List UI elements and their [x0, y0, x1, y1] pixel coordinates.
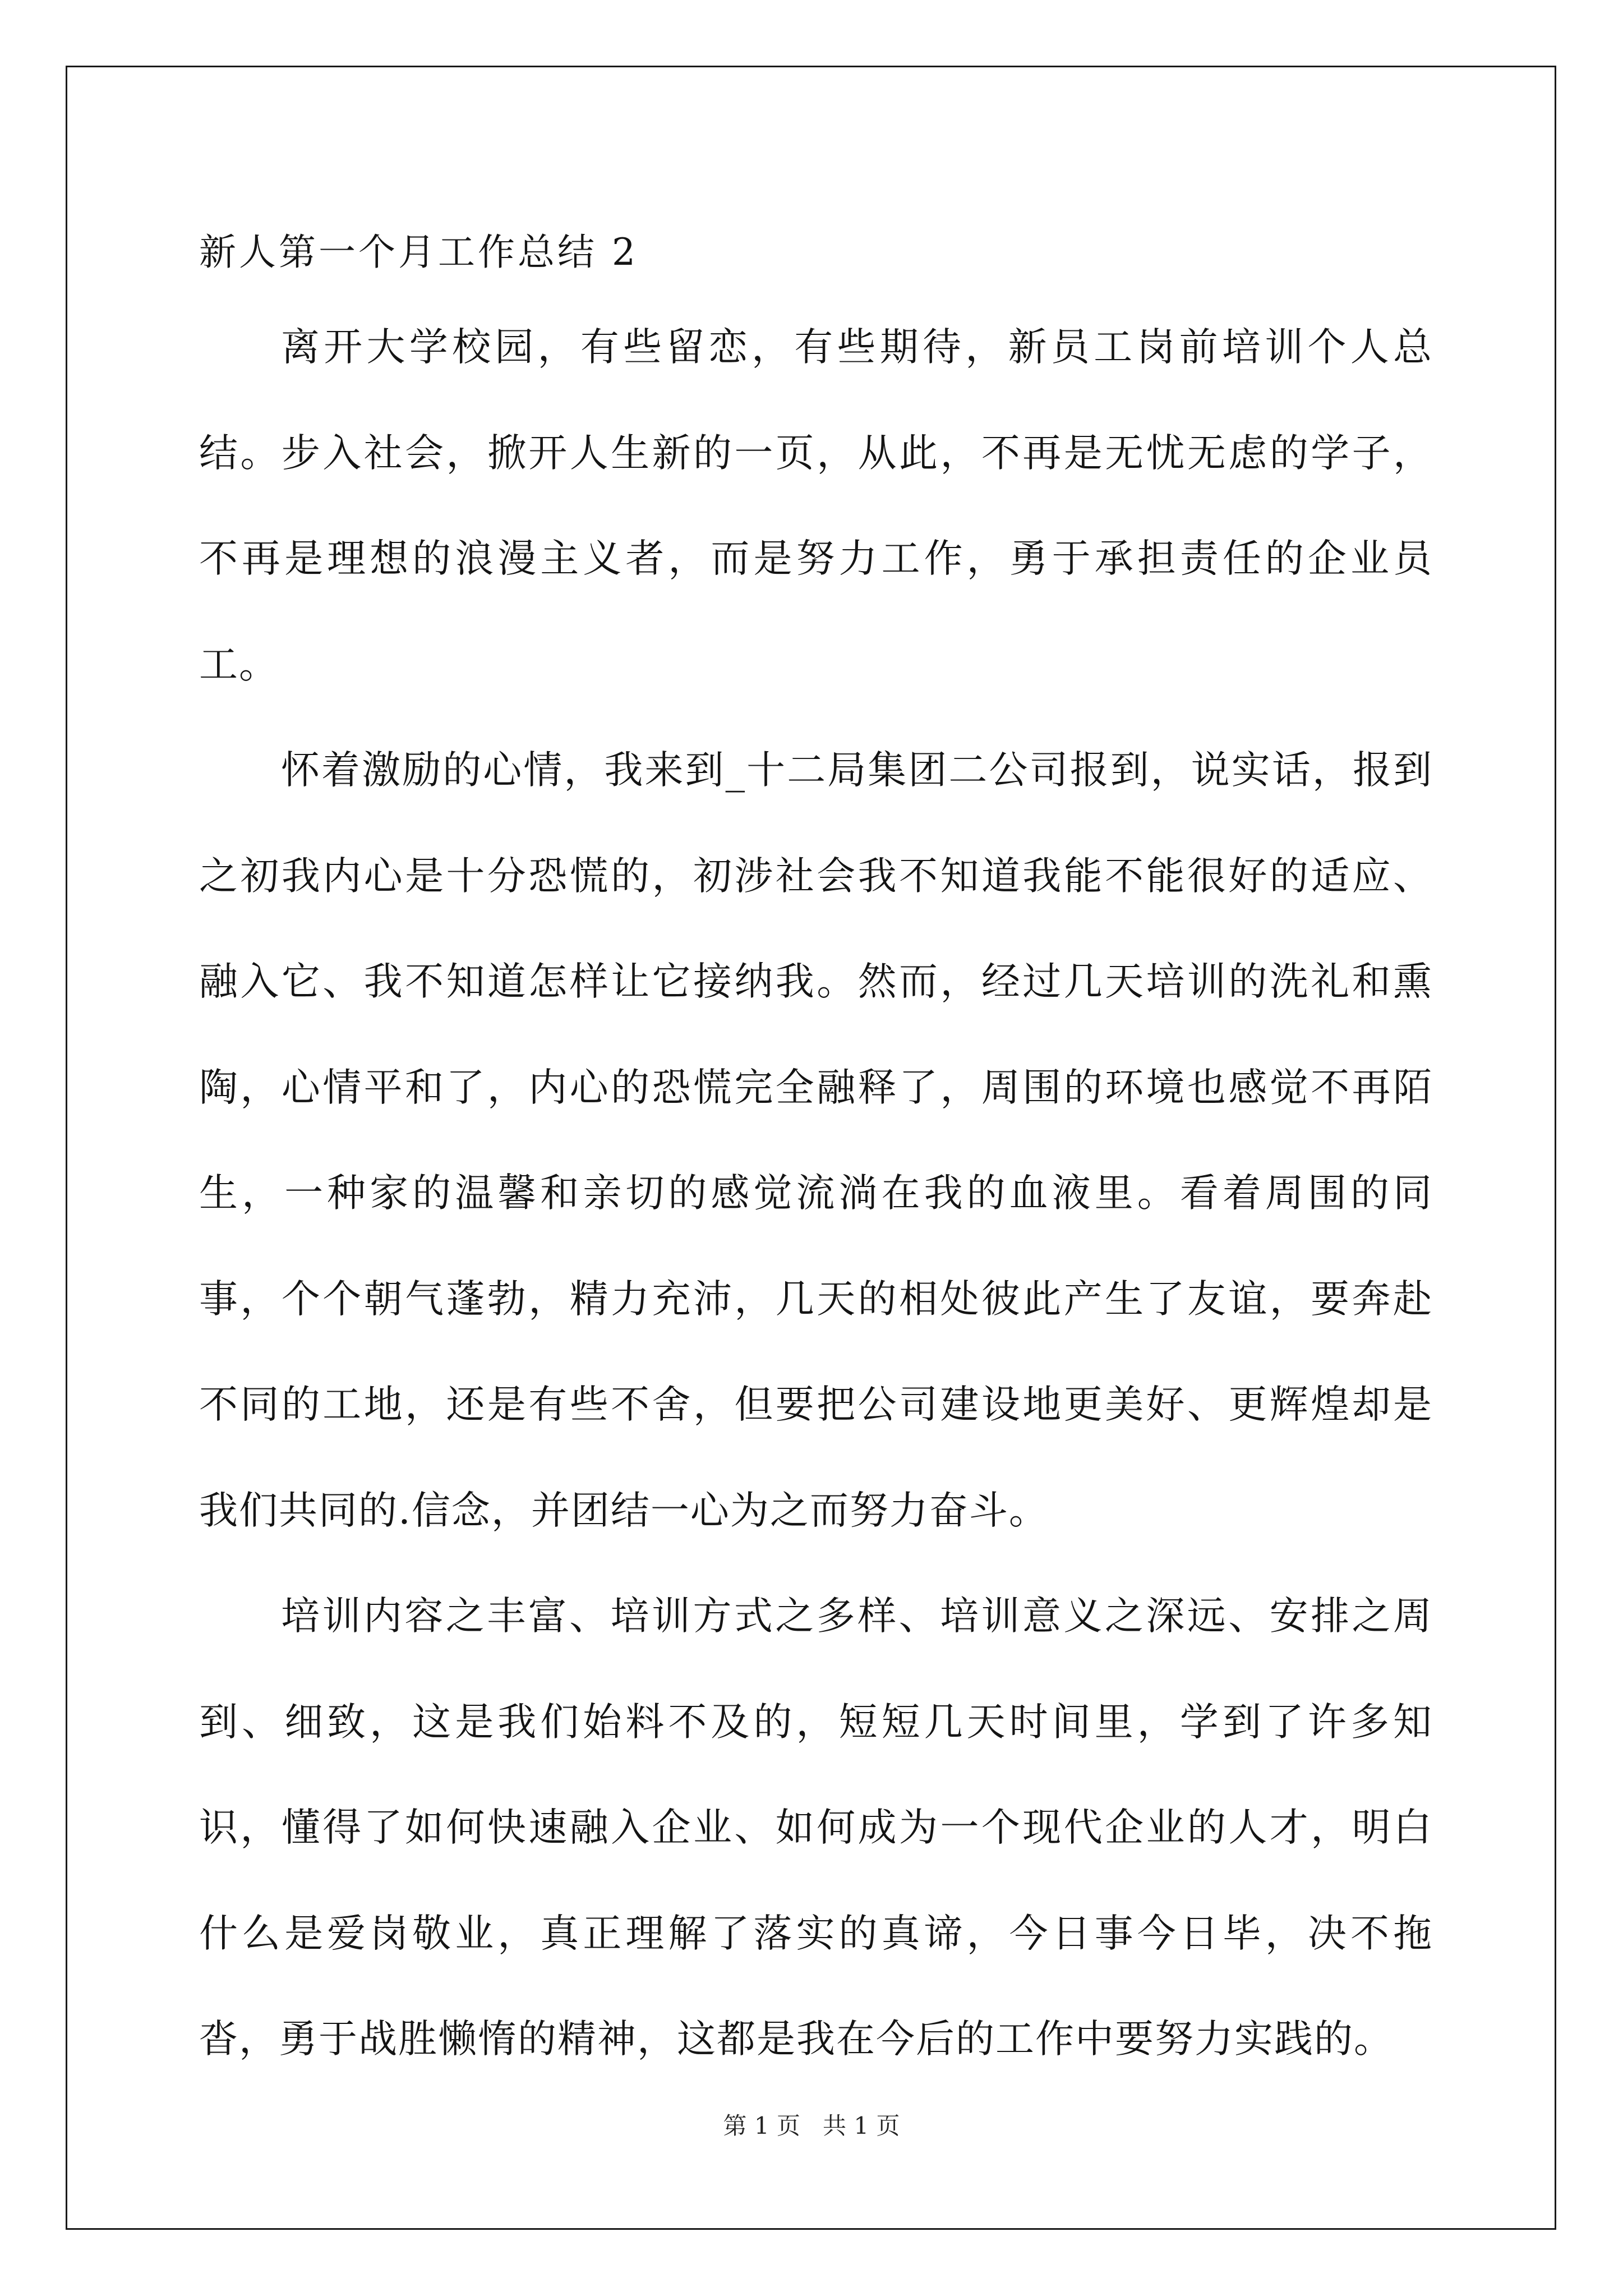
document-title: 新人第一个月工作总结 2: [199, 231, 638, 274]
paragraph: 培训内容之丰富、培训方式之多样、培训意义之深远、安排之周到、细致，这是我们始料不及的，短短几天时间里，学到了许多知识，懂得了如何快速融入企业、如何成为一个现代企业的人才，明白什么是爱岗敬业，真正理解了落实的真谛，今日事今日毕，决不拖沓，勇于战胜懒惰的精神，这都是我在今后的工作中要努力实践的。: [199, 1594, 1433, 2062]
document-body: [199, 213, 1433, 2092]
page-footer: 第 1 页 共 1 页: [723, 2112, 900, 2139]
paragraph: 离开大学校园，有些留恋，有些期待，新员工岗前培训个人总结。步入社会，掀开人生新的一页，从此，不再是无忧无虑的学子，不再是理想的浪漫主义者，而是努力工作，勇于承担责任的企业员工。: [199, 325, 1433, 687]
paragraph: 怀着激励的心情，我来到_十二局集团二公司报到，说实话，报到之初我内心是十分恐慌的，初涉社会我不知道我能不能很好的适应、融入它、我不知道怎样让它接纳我。然而，经过几天培训的洗礼和熏陶，心情平和了，内心的恐慌完全融释了，周围的环境也感觉不再陌生，一种家的温馨和亲切的感觉流淌在我的血液里。看着周围的同事，个个朝气蓬勃，精力充沛，几天的相处彼此产生了友谊，要奔赴不同的工地，还是有些不舍，但要把公司建设地更美好、更辉煌却是我们共同的.信念，并团结一心为之而努力奋斗。: [199, 748, 1433, 1533]
